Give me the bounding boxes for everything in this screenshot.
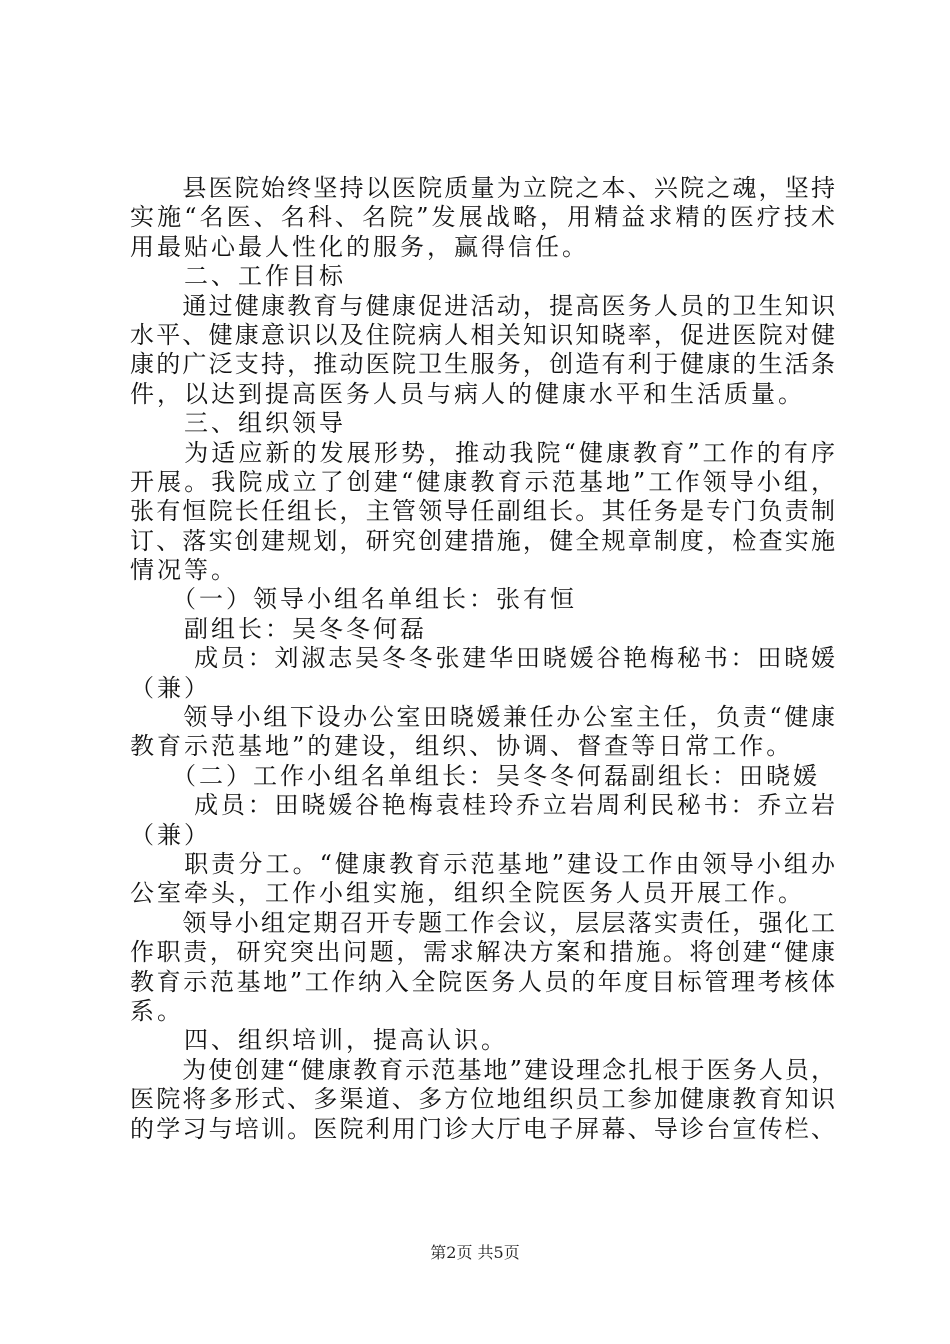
- text-line: （兼）: [130, 820, 211, 849]
- text-line: （一）领导小组名单组长：张有恒: [130, 585, 577, 614]
- text-line: 县医院始终坚持以医院质量为立院之本、兴院之魂，坚持: [130, 174, 835, 202]
- text-line: 领导小组定期召开专题工作会议，层层落实责任，强化工: [130, 908, 835, 937]
- text-line: 水平、健康意识以及住院病人相关知识知晓率，促进医院对健: [130, 320, 835, 349]
- text-line: 成员：田晓媛谷艳梅袁桂玲乔立岩周利民秘书：乔立岩: [130, 791, 835, 820]
- text-line: 情况等。: [130, 556, 238, 585]
- text-line: 件，以达到提高医务人员与病人的健康水平和生活质量。: [130, 379, 805, 408]
- text-line: 三、组织领导: [130, 409, 346, 438]
- text-line: 作职责，研究突出问题，需求解决方案和措施。将创建“健康: [130, 938, 835, 967]
- text-line: 四、组织培训，提高认识。: [130, 1026, 508, 1055]
- text-line: 二、工作目标: [130, 262, 346, 291]
- text-line: 开展。我院成立了创建“健康教育示范基地”工作领导小组，: [130, 467, 835, 496]
- text-line: 职责分工。“健康教育示范基地”建设工作由领导小组办: [130, 849, 835, 878]
- text-line: 张有恒院长任组长，主管领导任副组长。其任务是专门负责制: [130, 497, 835, 526]
- text-line: 用最贴心最人性化的服务，赢得信任。: [130, 232, 589, 261]
- text-line: 副组长：吴冬冬何磊: [130, 614, 427, 643]
- text-line: 实施“名医、名科、名院”发展战略，用精益求精的医疗技术: [130, 203, 835, 232]
- text-line: （二）工作小组名单组长：吴冬冬何磊副组长：田晓媛: [130, 761, 820, 790]
- text-line: 为使创建“健康教育示范基地”建设理念扎根于医务人员，: [130, 1055, 835, 1084]
- text-line: （兼）: [130, 673, 211, 702]
- page-footer: 第2页 共5页: [430, 1243, 520, 1262]
- text-line: 成员：刘淑志吴冬冬张建华田晓媛谷艳梅秘书：田晓媛: [130, 644, 835, 673]
- text-line: 为适应新的发展形势，推动我院“健康教育”工作的有序: [130, 438, 835, 467]
- text-line: 公室牵头，工作小组实施，组织全院医务人员开展工作。: [130, 879, 805, 908]
- text-line: 领导小组下设办公室田晓媛兼任办公室主任，负责“健康: [130, 703, 835, 732]
- text-line: 的学习与培训。医院利用门诊大厅电子屏幕、导诊台宣传栏、: [130, 1114, 835, 1143]
- text-line: 订、落实创建规划，研究创建措施，健全规章制度，检查实施: [130, 526, 835, 555]
- text-line: 医院将多形式、多渠道、多方位地组织员工参加健康教育知识: [130, 1085, 835, 1114]
- text-line: 教育示范基地”工作纳入全院医务人员的年度目标管理考核体: [130, 967, 835, 996]
- text-line: 康的广泛支持，推动医院卫生服务，创造有利于健康的生活条: [130, 350, 835, 379]
- text-line: 教育示范基地”的建设，组织、协调、督查等日常工作。: [130, 732, 794, 761]
- document-body: [130, 174, 835, 1144]
- text-line: 通过健康教育与健康促进活动，提高医务人员的卫生知识: [130, 291, 835, 320]
- text-line: 系。: [130, 996, 184, 1025]
